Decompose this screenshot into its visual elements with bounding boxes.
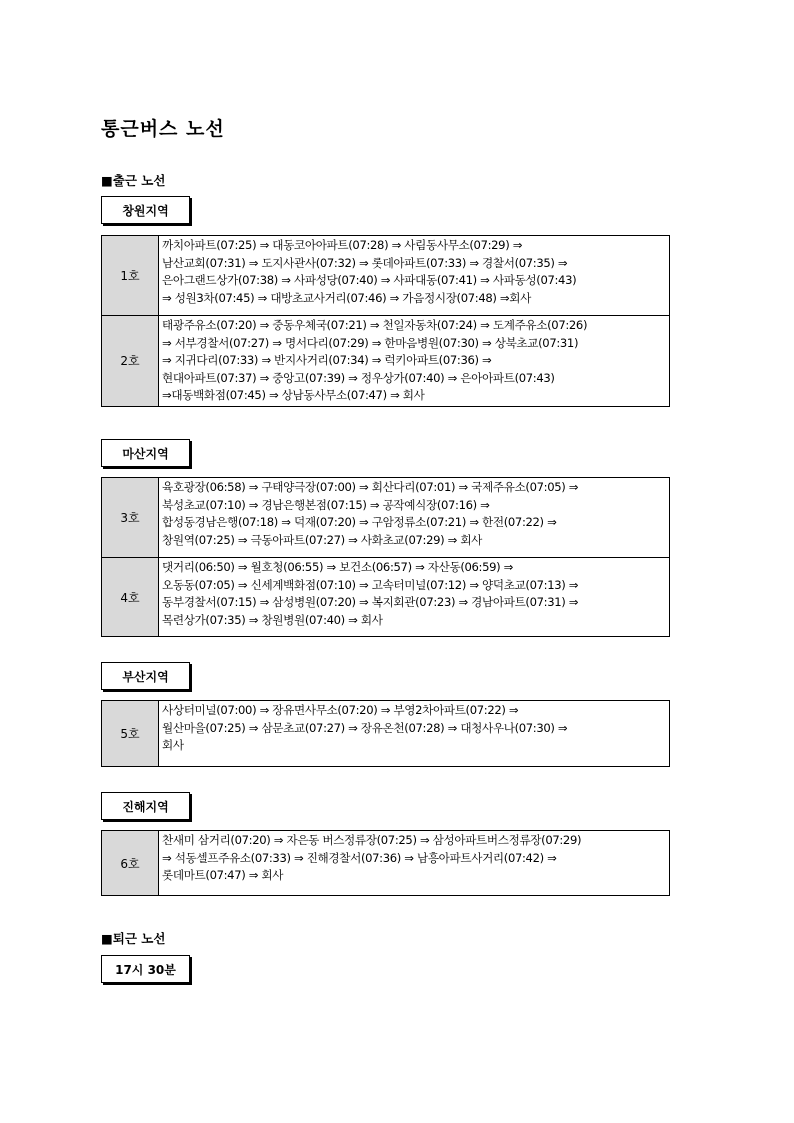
route-line: 남산교회(07:31) ⇒ 도지사관사(07:32) ⇒ 롯데아파트(07:33) ⇒ 경찰서(07:35) ⇒ [162, 255, 568, 270]
table-row [102, 316, 670, 407]
route-number: 5호 [102, 701, 159, 767]
route-line: 찬새미 삼거리(07:20) ⇒ 자은동 버스정류장(07:25) ⇒ 삼성아파트버스정류장(07:29) [162, 833, 582, 847]
route-line: ⇒ 석동셀프주유소(07:33) ⇒ 진해경찰서(07:36) ⇒ 남흥아파트사거리(07:42) ⇒ [162, 850, 557, 865]
route-stops [159, 558, 670, 637]
route-line: 태광주유소(07:20) ⇒ 중동우체국(07:21) ⇒ 천일자동차(07:24) ⇒ 도계주유소(07:26) [162, 318, 588, 332]
route-line: ⇒ 지귀다리(07:33) ⇒ 반지사거리(07:34) ⇒ 럭키아파트(07:36) ⇒ [162, 353, 492, 367]
route-line: ⇒ 서부경찰서(07:27) ⇒ 명서다리(07:29) ⇒ 한마음병원(07:30) ⇒ 상북초교(07:31) [162, 335, 579, 350]
region-label-busan: 부산지역 [101, 662, 190, 690]
route-line: 목련상가(07:35) ⇒ 창원병원(07:40) ⇒ 회사 [162, 612, 383, 627]
route-line: 월산마을(07:25) ⇒ 삼문초교(07:27) ⇒ 장유온천(07:28) ⇒ 대청사우나(07:30) ⇒ [162, 720, 568, 735]
table-row [102, 478, 670, 558]
route-line: 은아그랜드상가(07:38) ⇒ 사파성당(07:40) ⇒ 사파대동(07:41) ⇒ 사파동성(07:43) [162, 273, 577, 287]
table-row [102, 558, 670, 637]
route-line: 현대아파트(07:37) ⇒ 중앙고(07:39) ⇒ 정우상가(07:40) ⇒ 은아아파트(07:43) [162, 370, 555, 385]
route-line: 북성초교(07:10) ⇒ 경남은행본점(07:15) ⇒ 공작예식장(07:16) ⇒ [162, 497, 490, 512]
route-line: 동부경찰서(07:15) ⇒ 삼성병원(07:20) ⇒ 복지회관(07:23) ⇒ 경남아파트(07:31) ⇒ [162, 595, 579, 609]
route-stops [159, 831, 670, 896]
route-number: 3호 [102, 478, 159, 558]
route-line: 합성동경남은행(07:18) ⇒ 덕재(07:20) ⇒ 구암정류소(07:21) ⇒ 한전(07:22) ⇒ [162, 515, 557, 529]
route-line: 까치아파트(07:25) ⇒ 대동코아아파트(07:28) ⇒ 사림동사무소(07:29) ⇒ [162, 238, 523, 252]
route-table-masan [101, 477, 670, 637]
route-table-changwon [101, 235, 670, 407]
departure-time-label: 17시 30분 [101, 955, 190, 983]
route-line: ⇒ 성원3차(07:45) ⇒ 대방초교사거리(07:46) ⇒ 가음정시장(07:48) ⇒회사 [162, 290, 531, 305]
route-table-busan [101, 700, 670, 767]
region-label-changwon: 창원지역 [101, 196, 190, 224]
route-stops [159, 701, 670, 767]
route-line: 회사 [162, 738, 184, 752]
page-title: 통근버스 노선 [101, 118, 225, 140]
route-number: 6호 [102, 831, 159, 896]
route-number: 1호 [102, 236, 159, 316]
route-table-jinhae [101, 830, 670, 896]
route-stops [159, 478, 670, 558]
route-line: 육호광장(06:58) ⇒ 구태양극장(07:00) ⇒ 회산다리(07:01) ⇒ 국제주유소(07:05) ⇒ [162, 480, 579, 494]
table-row [102, 701, 670, 767]
route-stops [159, 316, 670, 407]
table-row [102, 236, 670, 316]
route-line: 롯데마트(07:47) ⇒ 회사 [162, 868, 284, 882]
route-line: ⇒대동백화점(07:45) ⇒ 상남동사무소(07:47) ⇒ 회사 [162, 388, 425, 402]
route-line: 창원역(07:25) ⇒ 극동아파트(07:27) ⇒ 사화초교(07:29) ⇒ 회사 [162, 532, 483, 547]
route-stops [159, 236, 670, 316]
route-line: 오동동(07:05) ⇒ 신세계백화점(07:10) ⇒ 고속터미널(07:12) ⇒ 양덕초교(07:13) ⇒ [162, 577, 579, 592]
region-label-jinhae: 진해지역 [101, 792, 190, 820]
commute-in-heading: ■출근 노선 [101, 173, 166, 188]
route-line: 사상터미널(07:00) ⇒ 장유면사무소(07:20) ⇒ 부영2차아파트(07:22) ⇒ [162, 703, 519, 717]
table-row [102, 831, 670, 896]
commute-out-heading: ■퇴근 노선 [101, 931, 166, 946]
route-number: 4호 [102, 558, 159, 637]
route-line: 댓거리(06:50) ⇒ 월호청(06:55) ⇒ 보건소(06:57) ⇒ 자산동(06:59) ⇒ [162, 560, 514, 574]
region-label-masan: 마산지역 [101, 439, 190, 467]
route-number: 2호 [102, 316, 159, 407]
